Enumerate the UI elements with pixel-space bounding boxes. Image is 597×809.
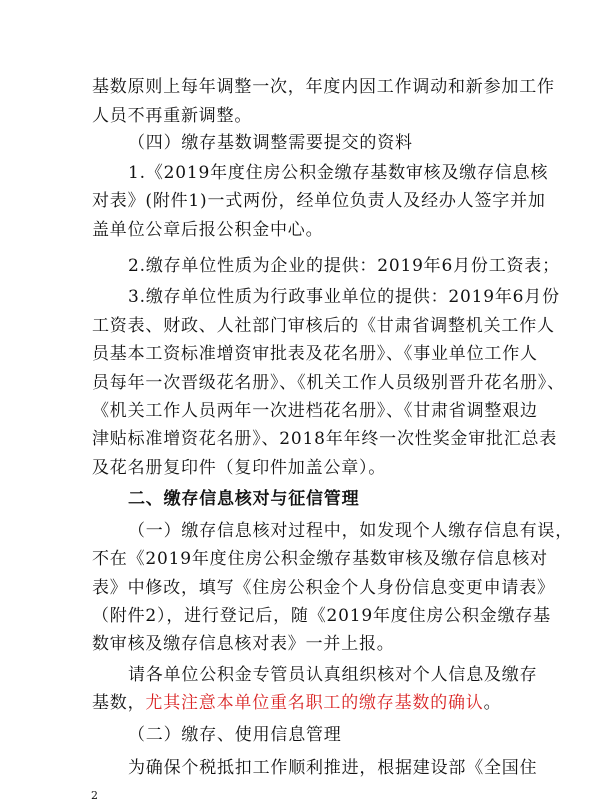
text-line: 请各单位公积金专管员认真组织核对个人信息及缴存 [128,665,538,685]
text-line: 人员不再重新调整。 [92,106,253,126]
section-heading: 二、缴存信息核对与征信管理 [128,489,360,509]
text-line [92,692,501,714]
text-line: 津贴标准增资花名册》、2018年年终一次性奖金审批汇总表 [92,429,558,449]
page-number: 2 [91,789,98,802]
text-line: 表》中修改，填写《住房公积金个人身份信息变更申请表》 [92,578,555,598]
text-line: 基数原则上每年调整一次，年度内因工作调动和新参加工作 [92,77,555,97]
text-line: 员每年一次晋级花名册》、《机关工作人员级别晋升花名册》、 [92,373,565,393]
text-line: 3.缴存单位性质为行政事业单位的提供：2019年6月份 [128,287,560,307]
text-line: 员基本工资标准增资审批表及花名册》、《事业单位工作人 [92,344,538,364]
section-heading: （四）缴存基数调整需要提交的资料 [128,133,413,153]
text-line: 2.缴存单位性质为企业的提供：2019年6月份工资表； [128,256,560,276]
text-line: （一）缴存信息核对过程中，如发现个人缴存信息有误， [128,521,573,541]
highlighted-text: 尤其注意本单位重名职工的缴存基数的确认 [145,693,484,713]
text-line: 及花名册复印件（复印件加盖公章）。 [92,458,387,478]
text-line: 《机关工作人员两年一次进档花名册》、《甘肃省调整艰边 [92,401,538,421]
text-line: 为确保个税抵扣工作顺利推进，根据建设部《全国住 [128,758,538,778]
section-heading: （二）缴存、使用信息管理 [128,725,342,745]
text-line: 对表》(附件1)一式两份，经单位负责人及经办人签字并加 [92,191,546,211]
text-line: 盖单位公章后报公积金中心。 [92,220,324,240]
text-run: 基数， [92,693,146,713]
text-line: 不在《2019年度住房公积金缴存基数审核及缴存信息核对 [92,549,548,569]
text-line: （附件2），进行登记后，随《2019年度住房公积金缴存基 [92,606,551,626]
text-line: 数审核及缴存信息核对表》一并上报。 [92,634,395,654]
text-run: 。 [483,693,502,713]
text-line: 工资表、财政、人社部门审核后的《甘肃省调整机关工作人 [92,316,555,336]
text-line: 1.《2019年度住房公积金缴存基数审核及缴存信息核 [128,163,549,183]
